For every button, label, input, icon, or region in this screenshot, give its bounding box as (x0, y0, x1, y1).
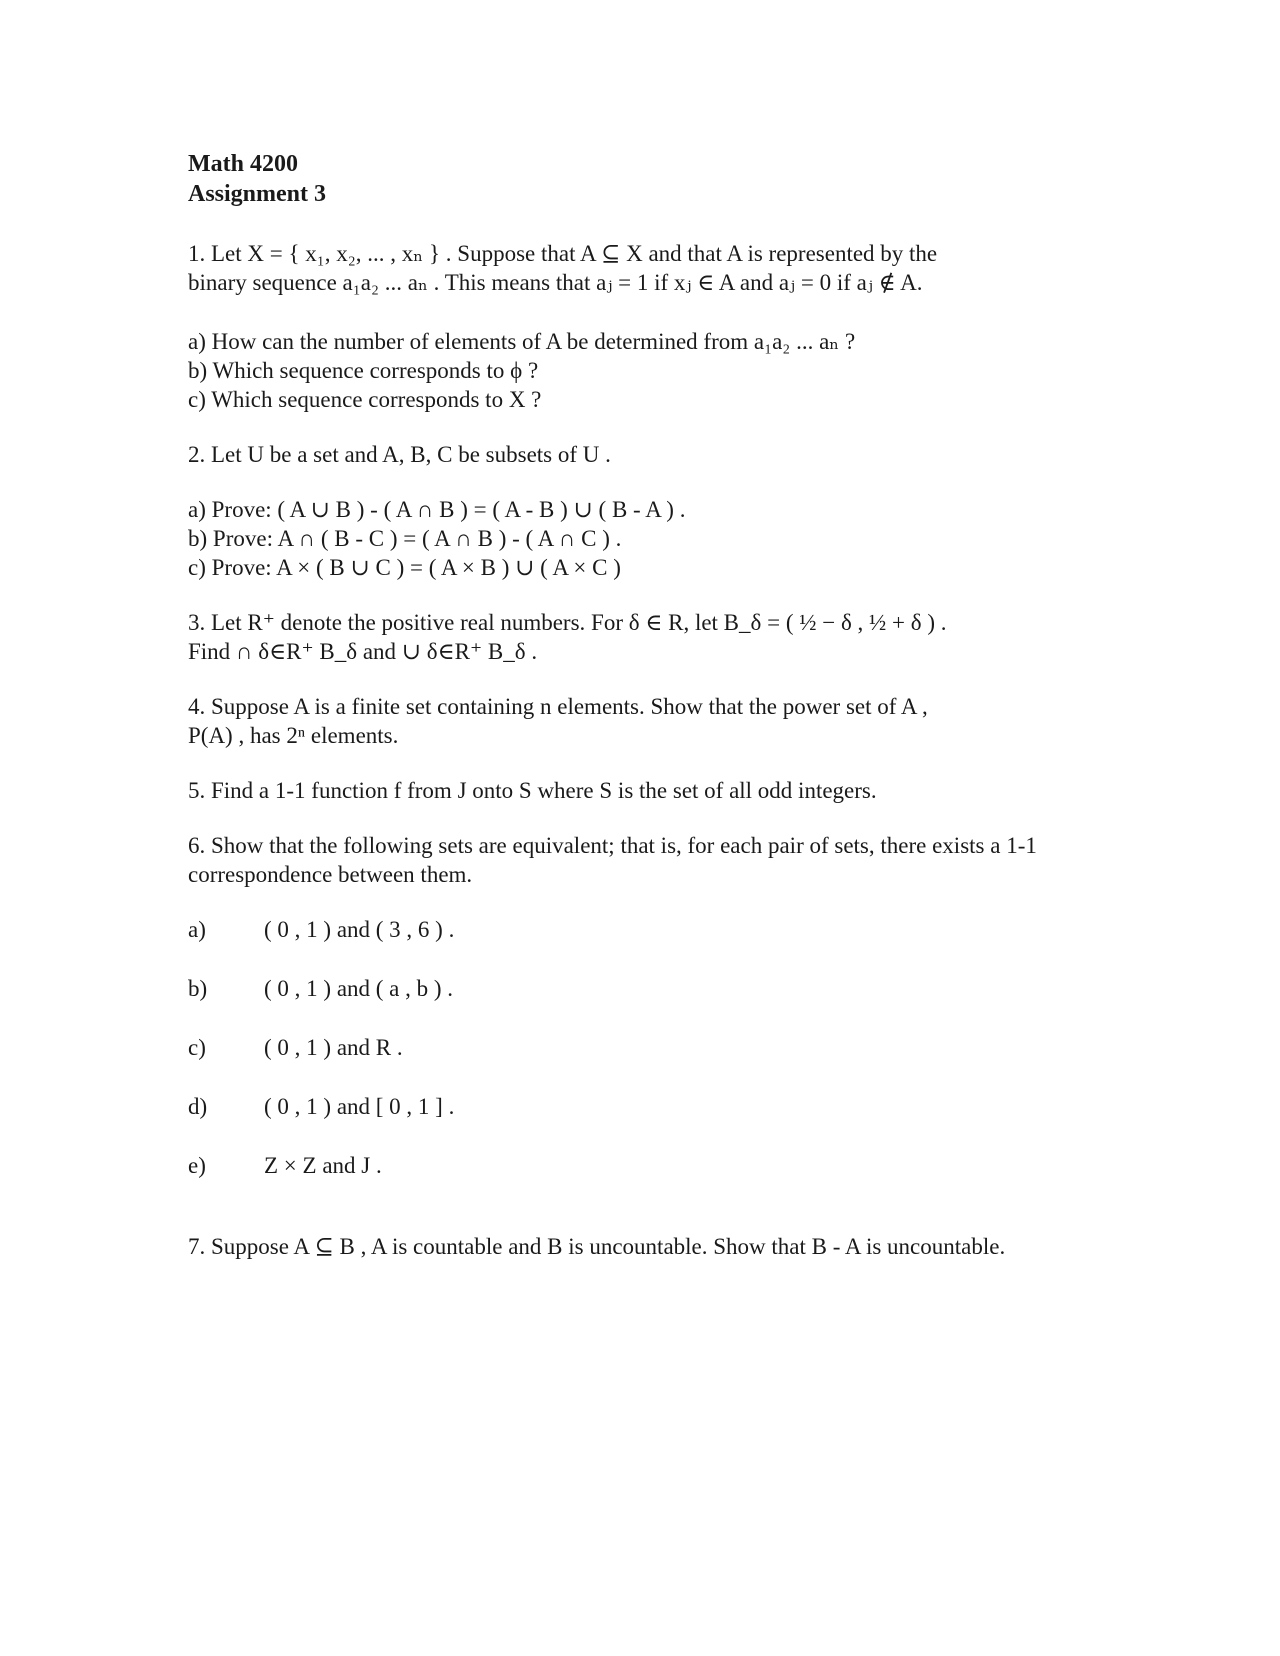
q6-item-label: d) (188, 1094, 208, 1119)
q2-part-a: a) Prove: ( A ∪ B ) - ( A ∩ B ) = ( A - B ) ∪ ( B - A ) . (188, 497, 686, 522)
question-1 (188, 239, 1088, 297)
q6-item-label: a) (188, 917, 206, 942)
q5-text: 5. Find a 1-1 function f from J onto S where S is the set of all odd integers. (188, 778, 877, 803)
q6-item-expr: ( 0 , 1 ) and ( a , b ) . (264, 976, 454, 1001)
question-2 (188, 440, 1088, 469)
q6-text: 6. Show that the following sets are equivalent; that is, for each pair of sets, there exists a 1-1 correspondence between them. (188, 833, 1037, 887)
q1-part-c: c) Which sequence corresponds to X ? (188, 387, 542, 412)
q6-item-expr: ( 0 , 1 ) and ( 3 , 6 ) . (264, 917, 455, 942)
course-title: Math 4200 (188, 151, 298, 177)
q7-text: 7. Suppose A ⊆ B , A is countable and B is uncountable. Show that B - A is uncountable. (188, 1234, 1006, 1259)
q1-part-a: a) How can the number of elements of A be determined from a₁a₂ ... aₙ ? (188, 329, 856, 354)
question-4 (188, 692, 1088, 750)
q6-item-expr: ( 0 , 1 ) and R . (264, 1035, 403, 1060)
q6-item-expr: ( 0 , 1 ) and [ 0 , 1 ] . (264, 1094, 455, 1119)
q6-item (188, 915, 1088, 974)
assignment-page (188, 149, 1088, 1261)
q1-line-2: binary sequence a₁a₂ ... aₙ . This means that aⱼ = 1 if xⱼ ∈ A and aⱼ = 0 if aⱼ ∉ A. (188, 270, 923, 295)
q1-part-b: b) Which sequence corresponds to ϕ ? (188, 358, 539, 383)
question-7 (188, 1232, 1088, 1261)
q2-part-c: c) Prove: A × ( B ∪ C ) = ( A × B ) ∪ ( A × C ) (188, 555, 621, 580)
q6-item (188, 1033, 1088, 1092)
q3-line-2: Find ∩ δ∈R⁺ B_δ and ∪ δ∈R⁺ B_δ . (188, 639, 538, 664)
q6-item-label: b) (188, 976, 208, 1001)
assignment-title: Assignment 3 (188, 181, 327, 207)
q6-item-label: c) (188, 1035, 206, 1060)
question-1-parts (188, 327, 1088, 414)
q6-item-expr: Z × Z and J . (264, 1153, 382, 1178)
question-6 (188, 831, 1088, 889)
q1-line-1: 1. Let X = { x₁, x₂, ... , xₙ } . Suppose that A ⊆ X and that A is represented by the (188, 241, 938, 266)
q6-item (188, 1151, 1088, 1210)
q6-item (188, 974, 1088, 1033)
q4-line-2: P(A) , has 2ⁿ elements. (188, 723, 399, 748)
question-5 (188, 776, 1088, 805)
question-3 (188, 608, 1088, 666)
q6-list (188, 915, 1088, 1210)
q2-part-b: b) Prove: A ∩ ( B - C ) = ( A ∩ B ) - ( A ∩ C ) . (188, 526, 622, 551)
q2-intro: 2. Let U be a set and A, B, C be subsets of U . (188, 442, 611, 467)
q3-line-1: 3. Let R⁺ denote the positive real numbers. For δ ∈ R, let B_δ = ( ½ − δ , ½ + δ ) . (188, 610, 947, 635)
q6-item-label: e) (188, 1153, 206, 1178)
q4-line-1: 4. Suppose A is a finite set containing n elements. Show that the power set of A , (188, 694, 928, 719)
question-2-parts (188, 495, 1088, 582)
q6-item (188, 1092, 1088, 1151)
